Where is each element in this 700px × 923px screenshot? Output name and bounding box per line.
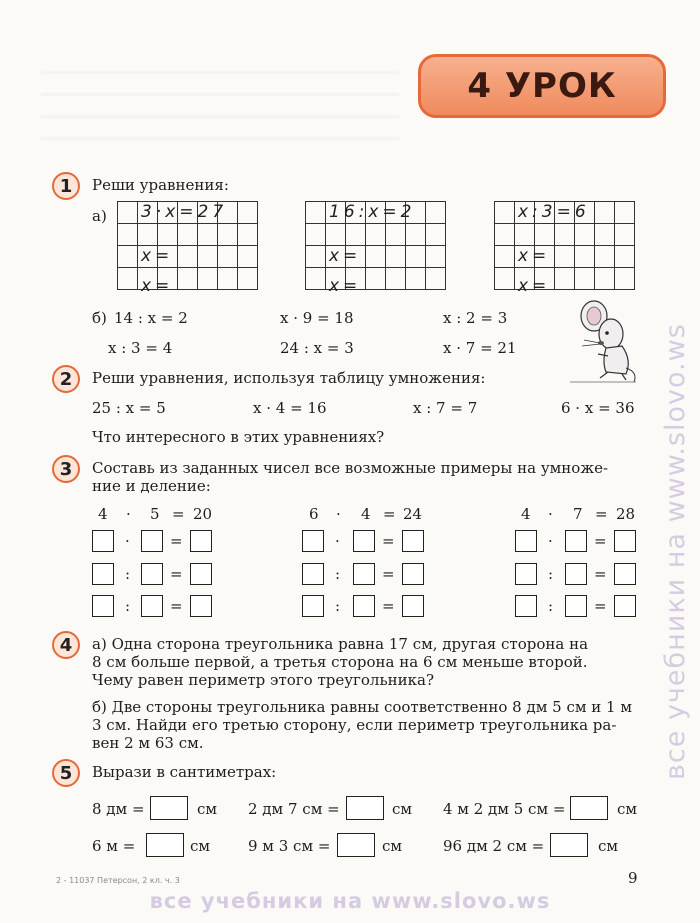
answer-box[interactable] (402, 563, 424, 585)
answer-box[interactable] (353, 530, 375, 552)
answer-box[interactable] (353, 563, 375, 585)
answer-box[interactable] (565, 530, 587, 552)
mouse-illustration (566, 298, 640, 384)
exercise-4-part-a-text: а) Одна сторона треугольника равна 17 см, другая сторона на (92, 635, 589, 653)
example-result: 20 (193, 505, 213, 523)
page-number: 9 (628, 869, 638, 887)
grid-2-answer-line: x= (329, 276, 362, 296)
answer-box[interactable] (141, 530, 163, 552)
answer-box[interactable] (190, 563, 212, 585)
row-operator: : (125, 565, 131, 583)
example-result: 28 (616, 505, 636, 523)
row-equals: = (594, 532, 607, 550)
answer-box[interactable] (150, 796, 188, 820)
example-equals: = (595, 505, 608, 523)
answer-box[interactable] (353, 595, 375, 617)
exercise-5-number: 5 (52, 759, 80, 787)
conversion-item: 96 дм 2 см = (443, 837, 545, 855)
answer-box[interactable] (515, 530, 537, 552)
exercise-3-title: ние и деление: (92, 477, 211, 495)
bleed-through-shadow (40, 60, 400, 140)
conversion-item: 2 дм 7 см = (248, 800, 340, 818)
answer-box[interactable] (570, 796, 608, 820)
answer-box[interactable] (190, 595, 212, 617)
grid-2-answer-line: x= (329, 246, 362, 266)
answer-box[interactable] (550, 833, 588, 857)
answer-box[interactable] (302, 563, 324, 585)
conversion-item: 6 м = (92, 837, 136, 855)
row-operator: : (125, 597, 131, 615)
row-equals: = (382, 597, 395, 615)
exercise-3-number: 3 (52, 455, 80, 483)
unit-label: см (197, 800, 218, 818)
example-number: 5 (150, 505, 160, 523)
grid-2-equation: 16:x=2 (329, 202, 416, 222)
answer-box[interactable] (92, 530, 114, 552)
row-operator: · (335, 532, 340, 550)
answer-box[interactable] (141, 563, 163, 585)
answer-box[interactable] (402, 595, 424, 617)
exercise-1-number: 1 (52, 172, 80, 200)
answer-box[interactable] (146, 833, 184, 857)
unit-label: см (598, 837, 619, 855)
equation-item: 14 : x = 2 (114, 309, 188, 327)
example-operator: · (548, 505, 553, 523)
answer-box[interactable] (614, 530, 636, 552)
answer-box[interactable] (346, 796, 384, 820)
grid-3-equation: x:3=6 (518, 202, 590, 222)
exercise-4-number: 4 (52, 631, 80, 659)
row-equals: = (170, 532, 183, 550)
equation-item: 6 · x = 36 (561, 399, 635, 417)
exercise-4-part-b-text: 3 см. Найди его третью сторону, если периметр треугольника ра- (92, 716, 617, 734)
grid-1-equation: 3·x=27 (141, 202, 228, 222)
example-number: 4 (98, 505, 108, 523)
row-equals: = (170, 565, 183, 583)
row-equals: = (382, 565, 395, 583)
equation-item: x · 4 = 16 (253, 399, 327, 417)
unit-label: см (617, 800, 638, 818)
grid-3-answer-line: x= (518, 246, 551, 266)
exercise-4-part-a-text: 8 см больше первой, а третья сторона на 6 см меньше второй. (92, 653, 588, 671)
unit-label: см (382, 837, 403, 855)
equation-item: x · 7 = 21 (443, 339, 517, 357)
row-operator: : (335, 565, 341, 583)
answer-box[interactable] (302, 530, 324, 552)
answer-box[interactable] (515, 563, 537, 585)
row-equals: = (594, 597, 607, 615)
equation-item: x · 9 = 18 (280, 309, 354, 327)
watermark-side: все учебники на www.slovo.ws (660, 323, 691, 780)
imprint-text: 2 - 11037 Петерсон, 2 кл. ч. 3 (56, 876, 180, 885)
equation-item: 25 : x = 5 (92, 399, 166, 417)
answer-box[interactable] (614, 595, 636, 617)
example-equals: = (383, 505, 396, 523)
equation-item: x : 2 = 3 (443, 309, 508, 327)
exercise-4-part-a-text: Чему равен периметр этого треугольника? (92, 671, 434, 689)
answer-box[interactable] (190, 530, 212, 552)
row-equals: = (382, 532, 395, 550)
unit-label: см (190, 837, 211, 855)
example-operator: · (336, 505, 341, 523)
example-equals: = (172, 505, 185, 523)
example-operator: · (126, 505, 131, 523)
exercise-1-title: Реши уравнения: (92, 176, 229, 194)
answer-box[interactable] (337, 833, 375, 857)
grid-3-answer-line: x= (518, 276, 551, 296)
answer-box[interactable] (565, 595, 587, 617)
example-number: 6 (309, 505, 319, 523)
conversion-item: 4 м 2 дм 5 см = (443, 800, 566, 818)
answer-box[interactable] (92, 563, 114, 585)
row-operator: · (548, 532, 553, 550)
exercise-2-title: Реши уравнения, используя таблицу умножения: (92, 369, 486, 387)
row-operator: : (335, 597, 341, 615)
lesson-title-badge: 4 УРОК (418, 54, 666, 118)
example-number: 4 (361, 505, 371, 523)
exercise-2-question: Что интересного в этих уравнениях? (92, 428, 385, 446)
exercise-1-part-a: а) (92, 207, 107, 225)
answer-box[interactable] (141, 595, 163, 617)
exercise-3-title: Составь из заданных чисел все возможные примеры на умноже- (92, 459, 609, 477)
conversion-item: 8 дм = (92, 800, 145, 818)
conversion-item: 9 м 3 см = (248, 837, 331, 855)
grid-1-answer-line: x= (141, 246, 174, 266)
example-result: 24 (403, 505, 423, 523)
watermark-bottom: все учебники на www.slovo.ws (149, 889, 551, 913)
row-operator: · (125, 532, 130, 550)
unit-label: см (392, 800, 413, 818)
grid-1-answer-line: x= (141, 276, 174, 296)
answer-box[interactable] (92, 595, 114, 617)
exercise-1-part-b: б) (92, 309, 107, 327)
equation-item: x : 7 = 7 (413, 399, 478, 417)
row-operator: : (548, 565, 554, 583)
row-equals: = (170, 597, 183, 615)
exercise-5-title: Вырази в сантиметрах: (92, 763, 277, 781)
exercise-4-part-b-text: вен 2 м 63 см. (92, 734, 204, 752)
equation-item: x : 3 = 4 (108, 339, 173, 357)
row-operator: : (548, 597, 554, 615)
exercise-4-part-b-text: б) Две стороны треугольника равны соответственно 8 дм 5 см и 1 м (92, 698, 633, 716)
answer-box[interactable] (402, 530, 424, 552)
example-number: 7 (573, 505, 583, 523)
row-equals: = (594, 565, 607, 583)
answer-box[interactable] (565, 563, 587, 585)
equation-item: 24 : x = 3 (280, 339, 354, 357)
answer-box[interactable] (302, 595, 324, 617)
example-number: 4 (521, 505, 531, 523)
answer-box[interactable] (614, 563, 636, 585)
answer-box[interactable] (515, 595, 537, 617)
exercise-2-number: 2 (52, 365, 80, 393)
